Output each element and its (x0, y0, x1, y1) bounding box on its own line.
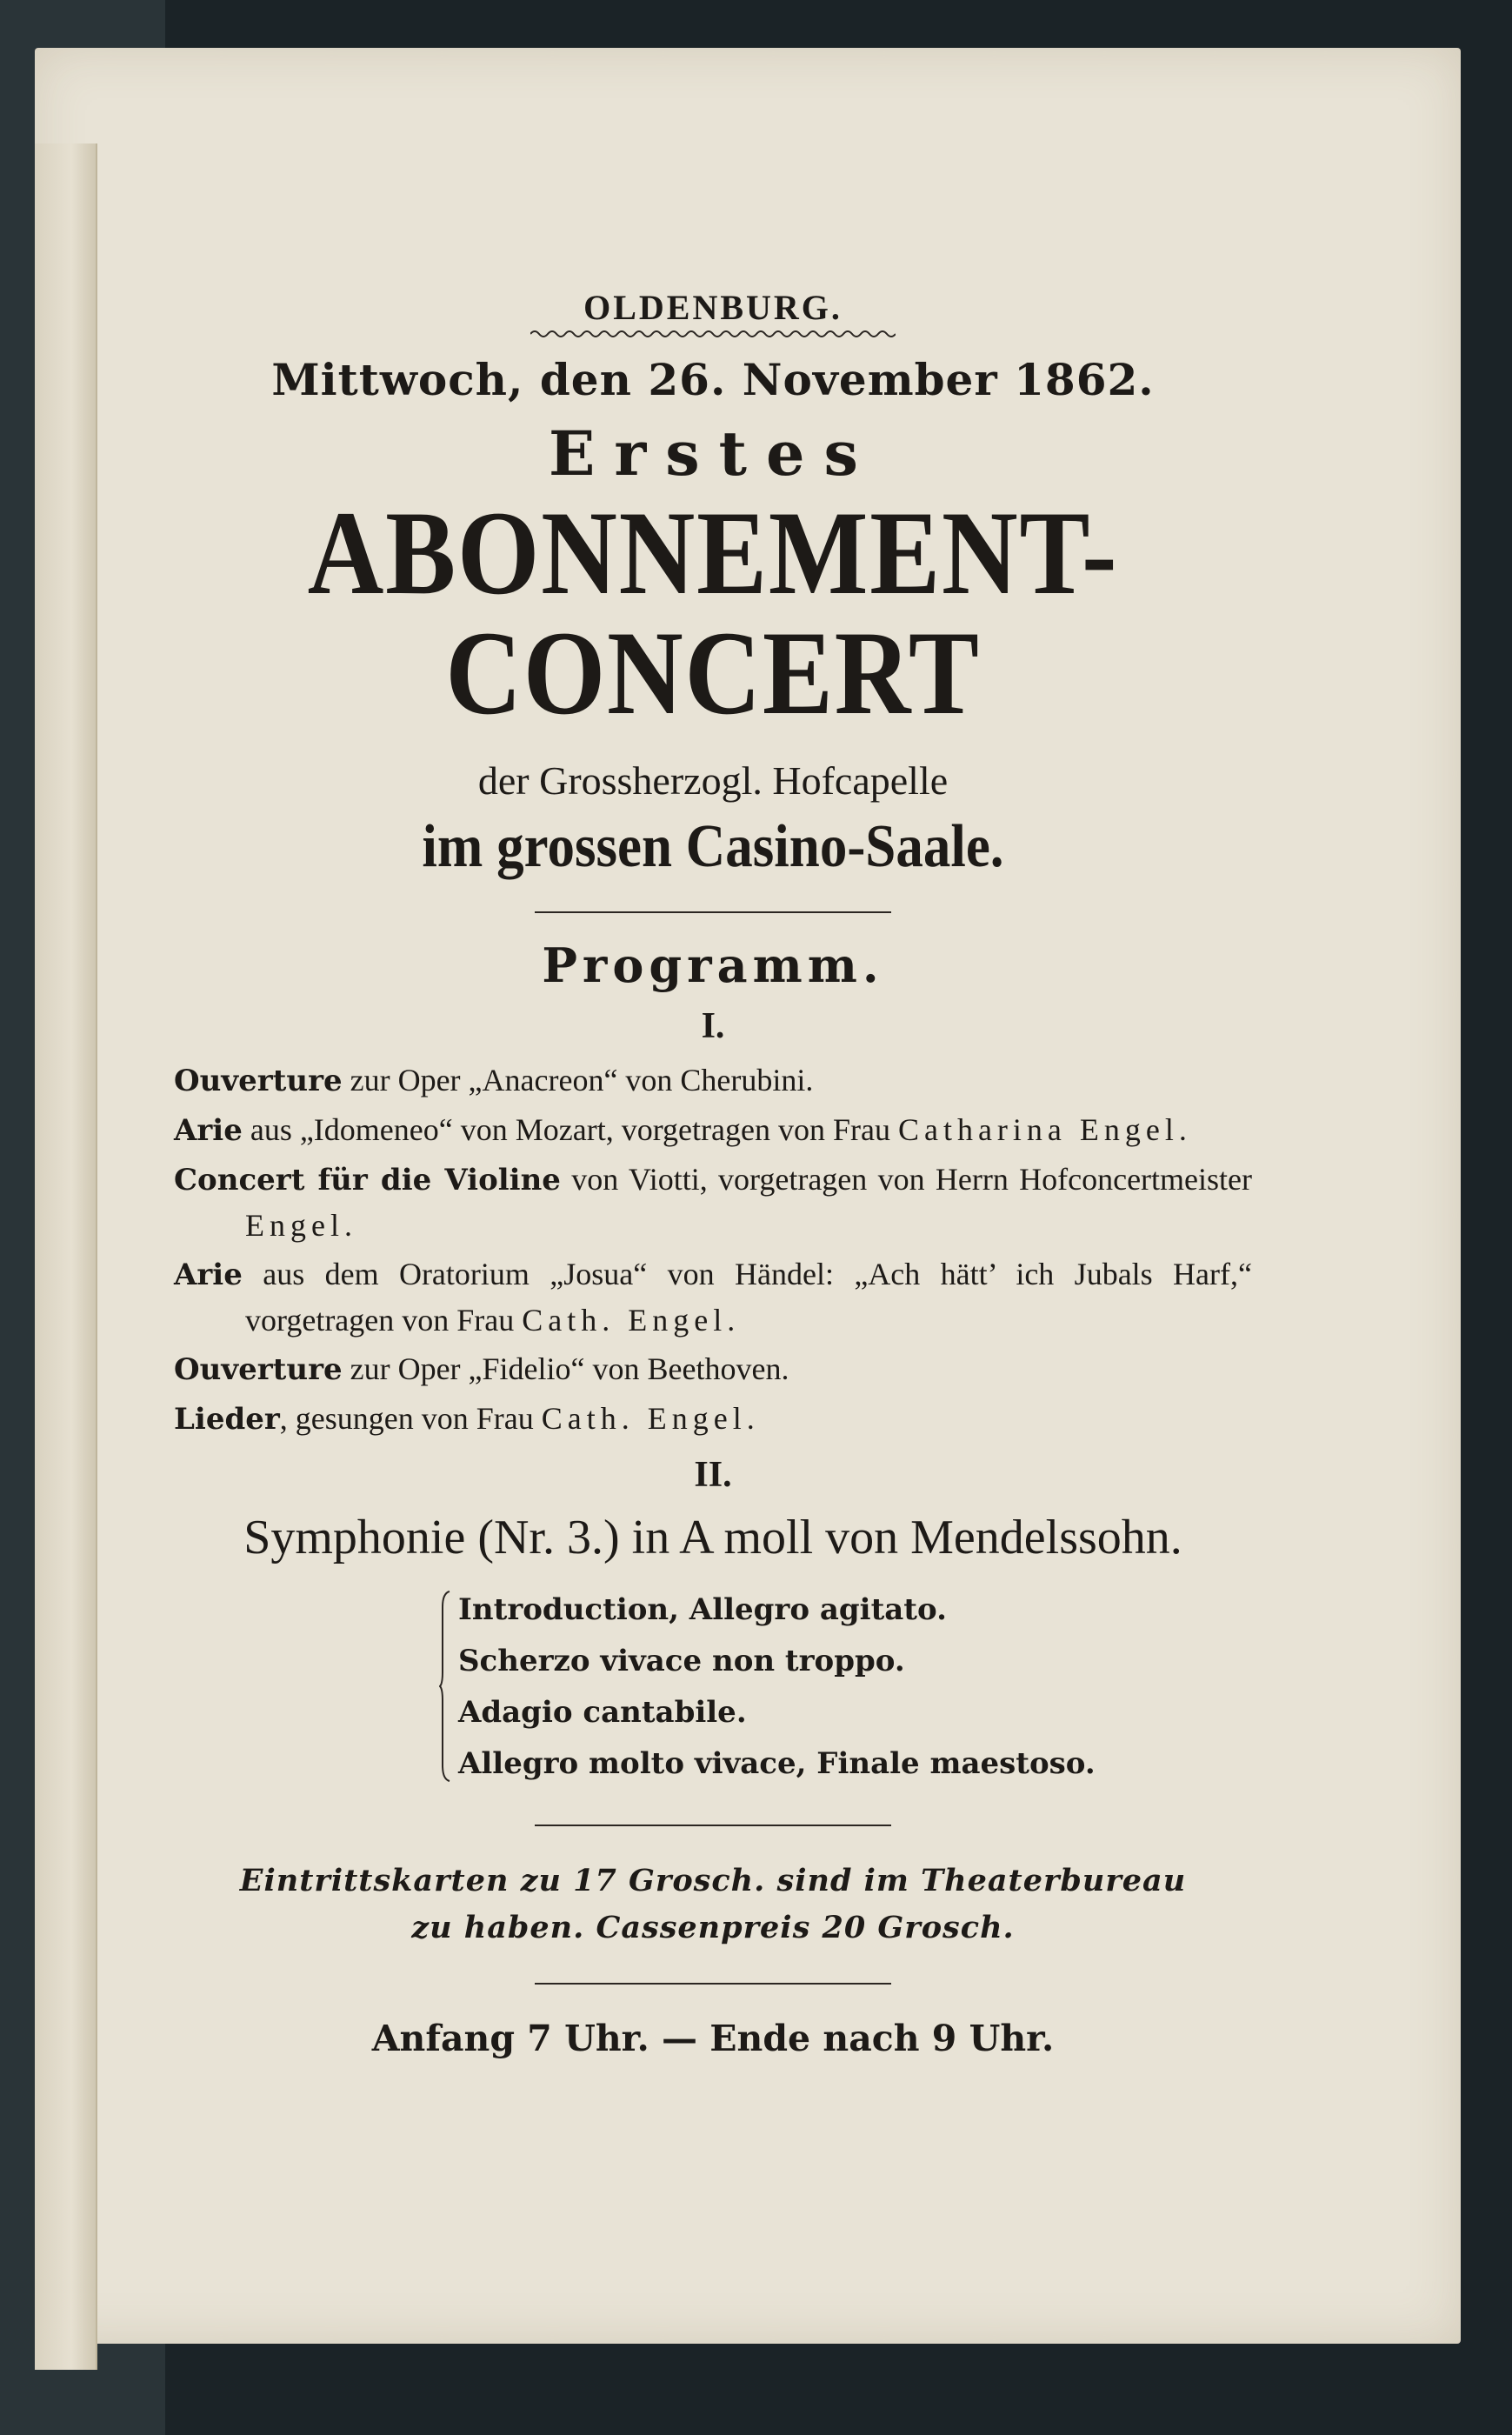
item-performer: Cath. Engel (522, 1303, 728, 1338)
city-heading: OLDENBURG. (583, 288, 843, 327)
item-lead: Concert für die Violine (174, 1163, 561, 1197)
item-performer: Cath. Engel (541, 1401, 747, 1436)
item-tail: . (727, 1303, 736, 1338)
list-item (174, 1107, 1252, 1153)
movement-list (439, 1584, 1252, 1790)
item-lead: Arie (174, 1258, 243, 1292)
concert-title: ABONNEMENT-CONCERT (307, 486, 1119, 739)
item-tail: . (343, 1208, 352, 1243)
item-text: aus dem Oratorium „Josua“ von Händel: „Ach hätt’ ich Jubals Harf,“ vorgetragen von Frau (242, 1257, 1252, 1338)
list-item (174, 1157, 1252, 1248)
item-performer: Catharina Engel (897, 1112, 1179, 1147)
symphony-title: Symphonie (Nr. 3.) in A moll von Mendelssohn. (243, 1511, 1182, 1564)
item-text: zur Oper „Anacreon“ von Cherubini. (342, 1063, 814, 1097)
item-lead: Arie (174, 1113, 243, 1148)
concert-ordinal: Erstes (549, 417, 877, 490)
venue-name: im grossen Casino-Saale. (422, 813, 1004, 880)
program-content (174, 287, 1252, 2059)
divider-bottom (535, 1983, 891, 1985)
wavy-underline (530, 328, 896, 340)
item-tail: . (1178, 1112, 1187, 1147)
ticket-info-line: zu haben. Cassenpreis 20 Grosch. (411, 1910, 1015, 1945)
list-item (174, 1396, 1252, 1442)
movement-item: Scherzo vivace non troppo. (458, 1644, 905, 1678)
part-two-numeral: II. (694, 1455, 732, 1495)
movement-item: Adagio cantabile. (458, 1695, 747, 1730)
divider-top (535, 911, 891, 913)
concert-times: Anfang 7 Uhr. — Ende nach 9 Uhr. (371, 2018, 1055, 2059)
item-tail: . (746, 1401, 755, 1436)
ticket-info (174, 1858, 1252, 1951)
item-performer: Engel (245, 1208, 344, 1243)
list-item (174, 1057, 1252, 1104)
brace-icon (439, 1590, 451, 1783)
orchestra-name: der Grossherzogl. Hofcapelle (477, 758, 949, 803)
item-text: zur Oper „Fidelio“ von Beethoven. (342, 1351, 789, 1386)
part-one-list (174, 1057, 1252, 1442)
movement-item: Allegro molto vivace, Finale maestoso. (458, 1746, 1096, 1781)
item-lead: Ouverture (174, 1352, 343, 1387)
item-lead: Lieder (174, 1402, 280, 1437)
list-item (174, 1346, 1252, 1392)
divider-middle (535, 1825, 891, 1826)
item-text: aus „Idomeneo“ von Mozart, vorgetragen von Frau (242, 1112, 898, 1147)
page-spine (35, 143, 97, 2370)
concert-date: Mittwoch, den 26. November 1862. (271, 354, 1155, 405)
list-item (174, 1251, 1252, 1343)
ticket-info-line: Eintrittskarten zu 17 Grosch. sind im Theaterbureau (239, 1863, 1187, 1898)
program-heading: Programm. (542, 937, 884, 993)
part-one-numeral: I. (701, 1006, 725, 1046)
item-lead: Ouverture (174, 1064, 343, 1098)
item-text: von Viotti, vorgetragen von Herrn Hofconcertmeister (560, 1162, 1252, 1197)
item-text: , gesungen von Frau (279, 1401, 542, 1436)
movement-item: Introduction, Allegro agitato. (458, 1592, 947, 1627)
